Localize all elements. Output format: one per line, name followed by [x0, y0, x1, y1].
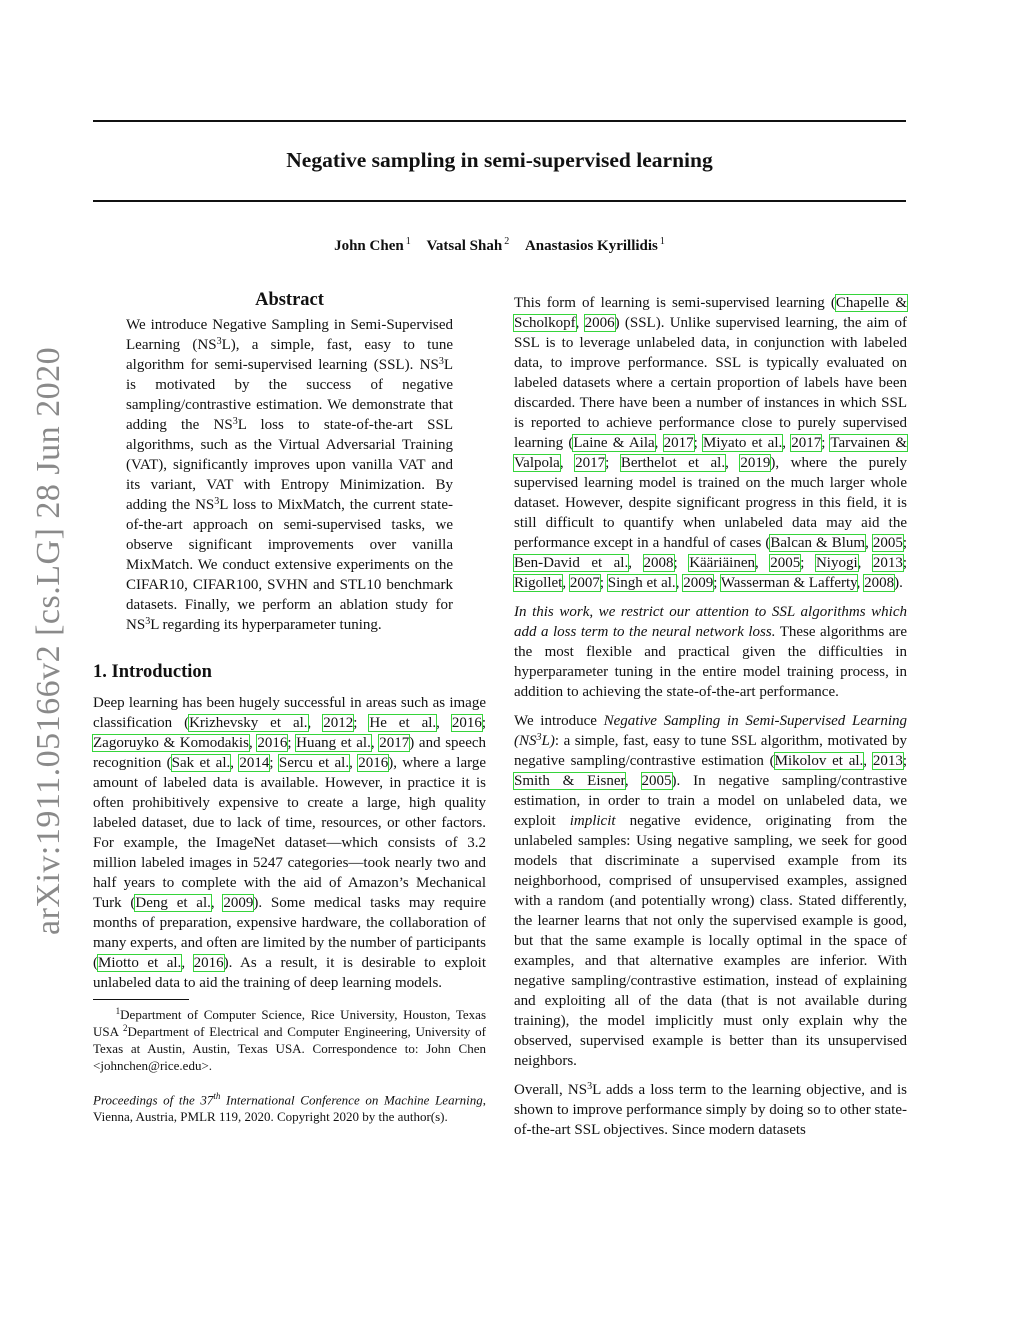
paper-title: Negative sampling in semi-supervised learning — [286, 148, 713, 172]
citation-link[interactable]: Miyato et al. — [703, 435, 783, 451]
text-run: , — [782, 435, 792, 451]
left-column — [93, 290, 486, 1125]
citation-link[interactable]: 2005 — [872, 535, 903, 551]
abstract-text: We introduce Negative Sampling in Semi-Supervised Learning $(NS^3L)$, a simple, fast, easy to tune algorithm for semi-supervised learning (SSL). $NS^3L$ is motivated by the success of negative sampling/contrastive estimation. We demonstrate that adding the $NS^3L$ loss to state-of-the-art SSL algorithms, such as the Virtual Adversarial Training (VAT), significantly improves upon vanilla VAT and its variant, VAT with Entropy Minimization. By adding the $NS^3L$ loss to MixMatch, the current state-of-the-art approach on semi-supervised tasks, we observe significant improvements over vanilla MixMatch. We conduct extensive experiments on the CIFAR10, CIFAR100, SVHN and STL10 benchmark datasets. Finally, we perform an ablation study for $NS^3L$ regarding its hyperparameter tuning. — [126, 317, 454, 633]
intro-paragraph — [93, 693, 486, 993]
text-run: Deep learning has been hugely successful in areas such as image classification ( — [93, 695, 486, 731]
text-run: , — [863, 753, 873, 769]
text-run: ; — [599, 575, 608, 591]
citation-link[interactable]: 2006 — [584, 315, 615, 331]
text-run: This form of learning is semi-supervised learning ( — [514, 295, 836, 311]
citation-link[interactable]: 2009 — [683, 575, 714, 591]
citation-link[interactable]: 2019 — [740, 455, 771, 471]
text-run: , — [349, 755, 359, 771]
citation-link[interactable]: Krizhevsky et al. — [189, 715, 308, 731]
citation-link[interactable]: Kääriäinen — [689, 555, 755, 571]
citation-link[interactable]: 2016 — [193, 955, 224, 971]
citation-link[interactable]: Singh et al. — [607, 575, 676, 591]
text-run: , — [436, 715, 452, 731]
text-run: ) (SSL). Unlike supervised learning, the aim of SSL is to leverage unlabeled data, in conjunction with labeled data, to improve performance. SSL is typically evaluated on labeled datasets where a certain proportion of labels have been discarded. There have been a number of instances in which SSL is reported to achieve performance close to purely supervised learning ( — [514, 315, 907, 451]
text-run: , — [675, 575, 684, 591]
text-run: ; — [821, 435, 831, 451]
text-run: , — [562, 575, 570, 591]
section-heading-introduction: 1. Introduction — [93, 662, 212, 682]
text-run: ; — [902, 535, 908, 551]
text-run: , — [856, 575, 865, 591]
citation-link[interactable]: 2013 — [872, 555, 903, 571]
citation-link[interactable]: 2017 — [575, 455, 606, 471]
method-paragraph: We introduce Negative Sampling in Semi-Supervised Learning $(NS^3L)$: a simple, fast, easy to tune SSL algorithm, motivated by negative sampling/contrastive estimation (Mikolov et al., 2013; Smith & Eisner, 2005). In negative sampling/contrastive estimation, in order to train a model on unlabeled data, we exploit implicit negative evidence, originating from the unlabeled samples: Using negative sampling, we seek for good models that discriminate a supervised example from its neighborhood, comprised of unsupervised examples, assigned with a random (and potentially wrong) class. Stated differently, the learner learns that not only the supervised example is good, but that the same example is locally optimal in the space of examples, and that alternative examples are inferior. With negative sampling/contrastive estimation, instead of explaining and exploiting all of the data (that is not available during training), the model implicitly must only explain why the observed, supervised example is better than its unsupervised neighbors. — [514, 713, 908, 1069]
text-run: ) and speech recognition ( — [93, 735, 487, 771]
citation-link[interactable]: 2017 — [379, 735, 410, 751]
citation-link[interactable]: Ben-David et al. — [514, 555, 629, 571]
text-run: , — [181, 955, 194, 971]
citation-link[interactable]: Tarvainen & Valpola — [514, 435, 908, 471]
citation-link[interactable]: Wasserman & Lafferty — [720, 575, 857, 591]
text-run: ; — [287, 735, 297, 751]
text-run: ; — [481, 715, 487, 731]
text-run: , — [210, 895, 224, 911]
citation-link[interactable]: 2016 — [451, 715, 482, 731]
citation-link[interactable]: Sercu et al. — [278, 755, 350, 771]
citation-link[interactable]: Berthelot et al. — [620, 455, 726, 471]
text-run: ). Some medical tasks may require months of preparation, expensive hardware, the collaboration of many experts, and often are limited by the number of participants ( — [93, 895, 486, 971]
text-run: , — [624, 773, 642, 789]
text-run: ; — [902, 753, 908, 769]
text-run: ; — [353, 715, 370, 731]
text-run: ), where the purely supervised learning model is trained on the much larger whole dataset. However, despite significant progress in this field, it is still difficult to quantify when unlabeled data may aid the performance except in a handful of cases ( — [514, 455, 907, 551]
right-column — [514, 293, 907, 1140]
text-run: , — [575, 315, 585, 331]
text-run: , — [370, 735, 380, 751]
citation-link[interactable]: Smith & Eisner — [514, 773, 625, 789]
citation-link[interactable]: Niyogi — [815, 555, 858, 571]
affiliation-footnote: $^1$Department of Computer Science, Rice University, Houston, Texas USA $^2$Department of Electrical and Computer Engineering, University of Texas at Austin, Austin, Texas USA. Correspondence to: John Chen <johnchen@rice.edu>. — [93, 1006, 487, 1073]
text-run: , — [725, 455, 741, 471]
author: Anastasios Kyrillidis $^1$ — [524, 236, 665, 254]
citation-link[interactable]: 2005 — [641, 773, 672, 789]
citation-link[interactable]: 2014 — [239, 755, 270, 771]
ssl-paragraph — [514, 293, 907, 593]
overall-paragraph: Overall, $NS^3L$ adds a loss term to the learning objective, and is shown to improve performance simply by doing so to other state-of-the-art SSL objectives. Since modern datasets — [514, 1081, 907, 1138]
text-run: ; — [800, 555, 816, 571]
citation-link[interactable]: 2009 — [223, 895, 254, 911]
text-run: , — [230, 755, 240, 771]
abstract-heading: Abstract — [255, 290, 324, 310]
text-run: ; — [673, 555, 690, 571]
citation-link[interactable]: 2005 — [770, 555, 801, 571]
scope-paragraph: In this work, we restrict our attention to SSL algorithms which add a loss term to the neural network loss. These algorithms are the most flexible and practical given the difficulties in hyperparameter tuning in the entire model training process, in addition to achieving the state-of-the-art performance. — [514, 604, 908, 700]
citation-link[interactable]: 2008 — [864, 575, 895, 591]
text-run: ; — [269, 755, 279, 771]
author: Vatsal Shah $^2$ — [426, 236, 510, 254]
citation-link[interactable]: 2017 — [663, 435, 694, 451]
citation-link[interactable]: Rigollet — [514, 575, 563, 591]
footnote-rule — [93, 999, 189, 1000]
text-run: , — [857, 555, 873, 571]
citation-link[interactable]: Balcan & Blum — [770, 535, 866, 551]
text-run: , — [559, 455, 576, 471]
text-run: ; — [693, 435, 704, 451]
citation-link[interactable]: Miotto et al. — [98, 955, 182, 971]
text-run: , — [754, 555, 771, 571]
citation-link[interactable]: Sak et al. — [171, 755, 231, 771]
text-run: , — [654, 435, 664, 451]
citation-link[interactable]: Deng et al. — [135, 895, 211, 911]
title-rule-top — [93, 120, 906, 122]
proceedings-notice: Proceedings of the 37th International Conference on Machine Learning, Vienna, Austria, PMLR 119, 2020. Copyright 2020 by the author(s). — [93, 1091, 486, 1125]
text-run: ). — [894, 575, 903, 591]
text-run: , — [307, 715, 324, 731]
citation-link[interactable]: 2008 — [643, 555, 674, 571]
text-run: ), where a large amount of labeled data is available. However, in practice it is often prohibitively expensive to create a large, high quality labeled dataset, due to lack of time, resources, or other factors. For example, the ImageNet dataset—which consists of 3.2 million labeled images in 5247 categories—took nearly two and half years to complete with the aid of Amazon’s Mechanical Turk ( — [93, 755, 486, 911]
citation-link[interactable]: 2017 — [791, 435, 822, 451]
text-run: ). As a result, it is desirable to exploit unlabeled data to aid the training of deep learning models. — [93, 955, 486, 991]
text-run: ; — [902, 555, 908, 571]
citation-link[interactable]: 2013 — [872, 753, 903, 769]
citation-link[interactable]: Mikolov et al. — [774, 753, 864, 769]
citation-link[interactable]: Zagoruyko & Komodakis — [93, 735, 249, 751]
text-run: ; — [605, 455, 621, 471]
text-run: ; — [713, 575, 721, 591]
citation-link[interactable]: 2007 — [569, 575, 600, 591]
citation-link[interactable]: He et al. — [369, 715, 437, 731]
arxiv-stamp: arXiv:1911.05166v2 [cs.LG] 28 Jun 2020 — [30, 346, 67, 935]
citation-link[interactable]: Laine & Aila — [573, 435, 655, 451]
citation-link[interactable]: Huang et al. — [296, 735, 371, 751]
citation-link[interactable]: 2016 — [257, 735, 288, 751]
citation-link[interactable]: 2016 — [358, 755, 389, 771]
text-run: , — [628, 555, 644, 571]
citation-link[interactable]: 2012 — [323, 715, 354, 731]
title-rule-bottom — [93, 200, 906, 202]
text-run: , — [248, 735, 258, 751]
author-list — [93, 236, 906, 255]
author: John Chen $^1$ — [334, 236, 411, 254]
citation-link[interactable]: Chapelle & Scholkopf — [514, 295, 908, 331]
text-run: , — [865, 535, 873, 551]
